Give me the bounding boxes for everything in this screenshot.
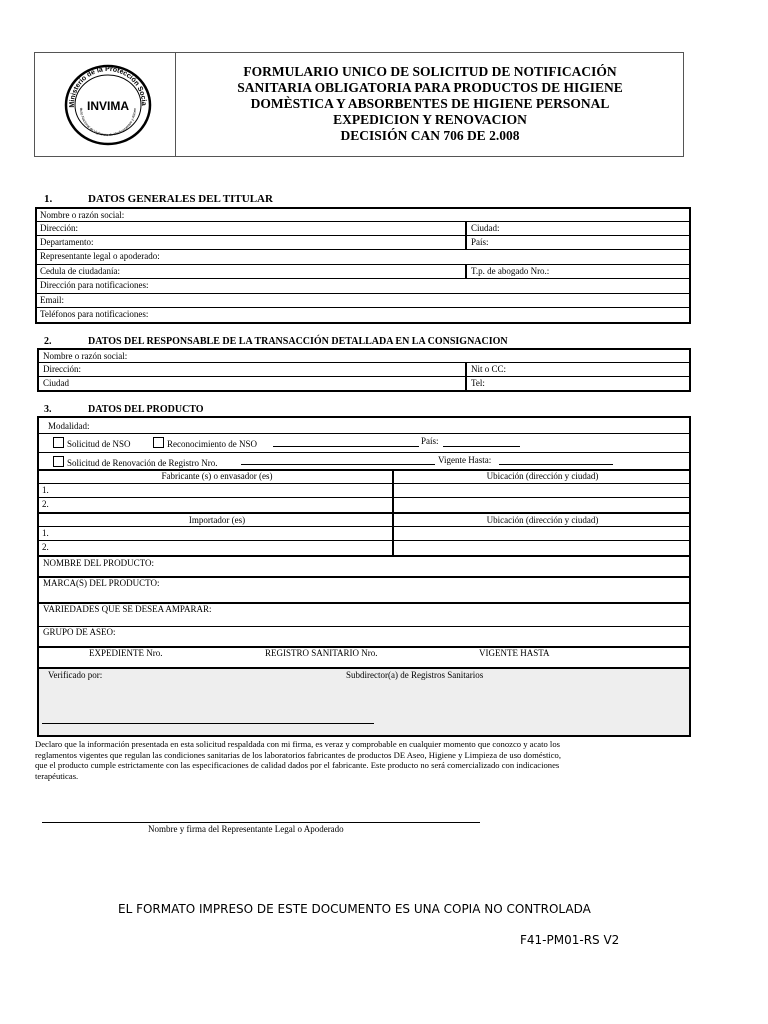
marcas-field[interactable]: MARCA(S) DEL PRODUCTO: xyxy=(43,578,160,588)
subdirector-label: Subdirector(a) de Registros Sanitarios xyxy=(346,670,484,680)
fabricante-row-2[interactable]: 2. xyxy=(42,499,49,509)
solicitud-nso-checkbox[interactable] xyxy=(53,437,64,448)
s1-direccion-field[interactable]: Dirección: xyxy=(40,223,78,233)
s3-reconocimiento-nso-option[interactable]: Reconocimiento de NSO xyxy=(150,437,257,449)
declaration-line: que el producto cumple estrictamente con las especificaciones de calidad dados por el fabricante. Este producto no será comercializado con indicaciones xyxy=(35,760,560,770)
section1-title: DATOS GENERALES DEL TITULAR xyxy=(88,193,273,205)
s3-vigente-hasta-label: Vigente Hasta: xyxy=(438,455,492,465)
grupo-aseo-field[interactable]: GRUPO DE ASEO: xyxy=(43,627,116,637)
s3-modalidad-label: Modalidad: xyxy=(48,421,90,431)
registro-sanitario-label: REGISTRO SANITARIO Nro. xyxy=(265,648,378,658)
verificado-signature-line[interactable] xyxy=(42,723,374,724)
representative-signature-line[interactable] xyxy=(42,822,480,823)
s3-solicitud-nso-option[interactable]: Solicitud de NSO xyxy=(50,437,131,449)
section2-table xyxy=(37,348,691,392)
importador-row-1[interactable]: 1. xyxy=(42,528,49,538)
s1-nombre-field[interactable]: Nombre o razón social: xyxy=(40,210,125,220)
s1-email-field[interactable]: Email: xyxy=(40,295,64,305)
ubicacion-header: Ubicación (dirección y ciudad) xyxy=(486,471,599,481)
svg-text:Ministerio de la Protección So: Ministerio de la Protección Socia xyxy=(68,65,148,108)
vigente-hasta-line[interactable] xyxy=(499,464,613,465)
svg-text:Instituto Nacional de Vigilanc: tituto Nacional de Vigilancia de Medicamentos y Alimen xyxy=(78,107,138,138)
invima-logo xyxy=(60,64,156,146)
s2-nit-field[interactable]: Nit o CC: xyxy=(471,364,507,374)
importador-header: Importador (es) xyxy=(188,515,246,525)
reconocimiento-nso-checkbox[interactable] xyxy=(153,437,164,448)
vigente-hasta-caps-label: VIGENTE HASTA xyxy=(479,648,550,658)
form-title xyxy=(176,64,684,144)
title-line: SANITARIA OBLIGATORIA PARA PRODUCTOS DE HIGIENE xyxy=(237,80,623,95)
title-line: DOMÈSTICA Y ABSORBENTES DE HIGIENE PERSONAL xyxy=(250,96,610,111)
pais-line[interactable] xyxy=(443,446,520,447)
s1-pais-field[interactable]: País: xyxy=(471,237,489,247)
svg-text:INVIMA: INVIMA xyxy=(87,99,129,113)
section3-title: DATOS DEL PRODUCTO xyxy=(88,404,204,415)
s2-tel-field[interactable]: Tel: xyxy=(471,378,485,388)
s1-telefonos-field[interactable]: Teléfonos para notificaciones: xyxy=(40,309,149,319)
section1-number: 1. xyxy=(44,193,53,205)
s3-pais-label: País: xyxy=(421,436,439,446)
declaration-text xyxy=(35,739,695,781)
ubicacion-header-importador: Ubicación (dirección y ciudad) xyxy=(486,515,599,525)
s2-nombre-field[interactable]: Nombre o razón social: xyxy=(43,351,128,361)
fabricante-header: Fabricante (s) o envasador (es) xyxy=(161,471,273,481)
s1-representante-field[interactable]: Representante legal o apoderado: xyxy=(40,251,160,261)
title-line: DECISIÓN CAN 706 DE 2.008 xyxy=(340,128,520,143)
s1-departamento-field[interactable]: Departamento: xyxy=(40,237,94,247)
s1-ciudad-field[interactable]: Ciudad: xyxy=(471,223,500,233)
declaration-line: terapéuticas. xyxy=(35,770,79,781)
s2-ciudad-field[interactable]: Ciudad xyxy=(43,378,69,388)
s2-direccion-field[interactable]: Dirección: xyxy=(43,364,81,374)
signature-label: Nombre y firma del Representante Legal o Apoderado xyxy=(148,824,344,834)
nombre-producto-field[interactable]: NOMBRE DEL PRODUCTO: xyxy=(43,558,155,568)
s1-dir-notificaciones-field[interactable]: Dirección para notificaciones: xyxy=(40,280,149,290)
declaration-line: Declaro que la información presentada en esta solicitud respaldada con mi firma, es veraz y comprobable en cualquier momento que conozco y acato los xyxy=(35,739,560,749)
reconocimiento-nso-line[interactable] xyxy=(273,446,419,447)
declaration-line: reglamentos vigentes que regulan las condiciones sanitarias de los laboratorios fabricantes de productos DE Aseo, Higiene y Limpieza de uso doméstico, xyxy=(35,749,561,760)
title-line: EXPEDICION Y RENOVACION xyxy=(333,112,527,127)
importador-row-2[interactable]: 2. xyxy=(42,542,49,552)
uncontrolled-copy-notice: EL FORMATO IMPRESO DE ESTE DOCUMENTO ES UNA COPIA NO CONTROLADA xyxy=(118,902,591,916)
document-code: F41-PM01-RS V2 xyxy=(520,933,620,947)
section2-title: DATOS DEL RESPONSABLE DE LA TRANSACCIÓN DETALLADA EN LA CONSIGNACION xyxy=(88,336,508,347)
fabricante-row-1[interactable]: 1. xyxy=(42,485,49,495)
variedades-field[interactable]: VARIEDADES QUE SE DESEA AMPARAR: xyxy=(43,604,212,614)
expediente-label: EXPEDIENTE Nro. xyxy=(89,648,163,658)
renovacion-nro-line[interactable] xyxy=(241,464,435,465)
title-line: FORMULARIO UNICO DE SOLICITUD DE NOTIFICACIÓN xyxy=(243,64,617,79)
s3-renovacion-option[interactable]: Solicitud de Renovación de Registro Nro. xyxy=(50,456,217,468)
s1-cedula-field[interactable]: Cedula de ciudadanía: xyxy=(40,266,120,276)
verificado-por-label: Verificado por: xyxy=(48,670,103,680)
renovacion-checkbox[interactable] xyxy=(53,456,64,467)
section3-number: 3. xyxy=(44,404,52,415)
section2-number: 2. xyxy=(44,336,52,347)
s1-tp-abogado-field[interactable]: T.p. de abogado Nro.: xyxy=(471,266,550,276)
